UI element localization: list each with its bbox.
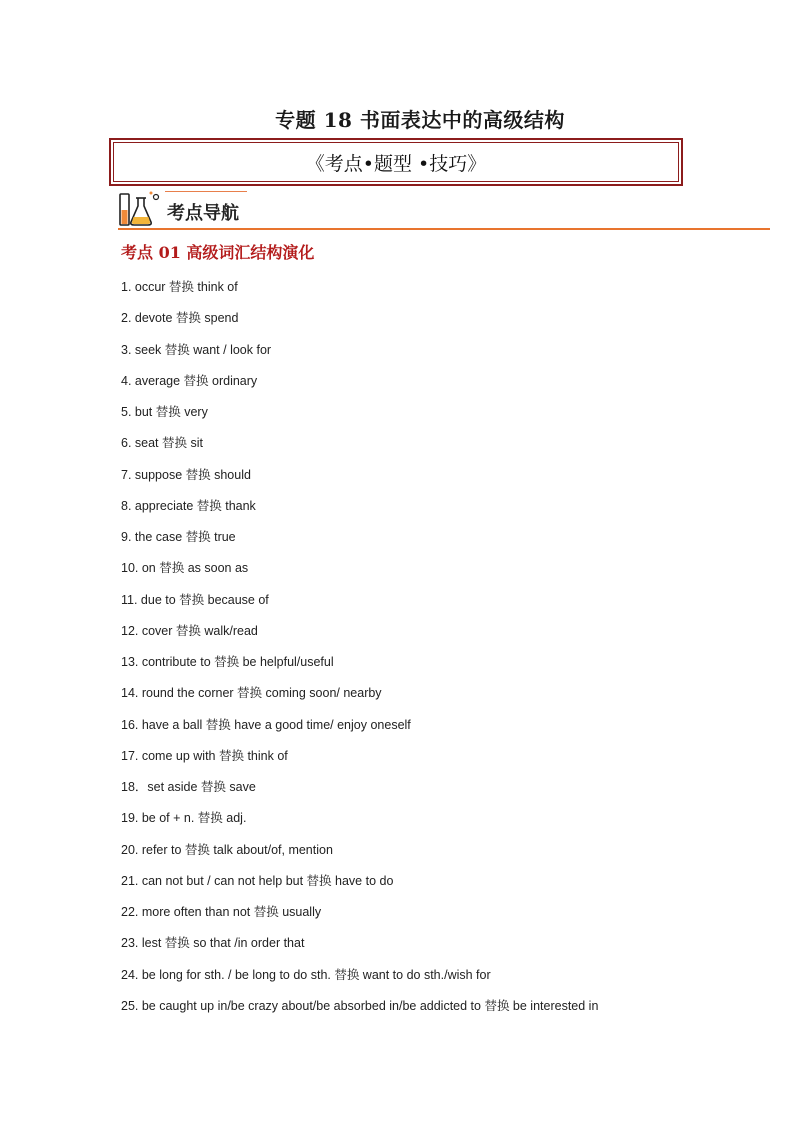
list-item: 23. lest 替换 so that /in order that [121,936,305,951]
list-item: 24. be long for sth. / be long to do sth. 替换 want to do sth./wish for [121,967,491,982]
banner-box [109,138,683,186]
list-item: 16. have a ball 替换 have a good time/ enjoy oneself [121,717,411,732]
list-item: 21. can not but / can not help but 替换 have to do [121,873,394,888]
section-heading: 考点 01 高级词汇结构演化 [121,243,315,262]
nav-label: 考点导航 [167,203,239,224]
list-item: 2. devote 替换 spend [121,311,239,326]
page-title: 专题 18 书面表达中的高级结构 [275,108,565,132]
list-item: 12. cover 替换 walk/read [121,623,258,638]
nav-divider [118,228,770,230]
list-item: 19. be of + n. 替换 adj. [121,811,247,826]
list-item: 8. appreciate 替换 thank [121,498,256,513]
list-item: 22. more often than not 替换 usually [121,905,322,919]
list-item: 13. contribute to 替换 be helpful/useful [121,655,334,669]
vocab-list [121,278,761,1028]
list-item: 20. refer to 替换 talk about/of, mention [121,842,333,857]
list-item: 1. occur 替换 think of [121,280,238,294]
list-item: 7. suppose 替换 should [121,467,251,482]
list-item: 6. seat 替换 sit [121,436,203,451]
list-item: 4. average 替换 ordinary [121,373,258,388]
list-item: 11. due to 替换 because of [121,592,269,607]
list-item: 18．set aside 替换 save [121,780,256,794]
banner-text: 《考点•题型 •技巧》 [113,142,679,182]
list-item: 14. round the corner 替换 coming soon/ nearby [121,686,382,701]
flask-icon [118,190,162,228]
nav-top-rule [165,191,247,192]
list-item: 10. on 替换 as soon as [121,561,249,576]
list-item: 9. the case 替换 true [121,530,236,544]
list-item: 17. come up with 替换 think of [121,748,288,763]
list-item: 3. seek 替换 want / look for [121,342,272,357]
list-item: 5. but 替换 very [121,405,208,419]
list-item: 25. be caught up in/be crazy about/be absorbed in/be addicted to 替换 be interested in [121,998,599,1013]
